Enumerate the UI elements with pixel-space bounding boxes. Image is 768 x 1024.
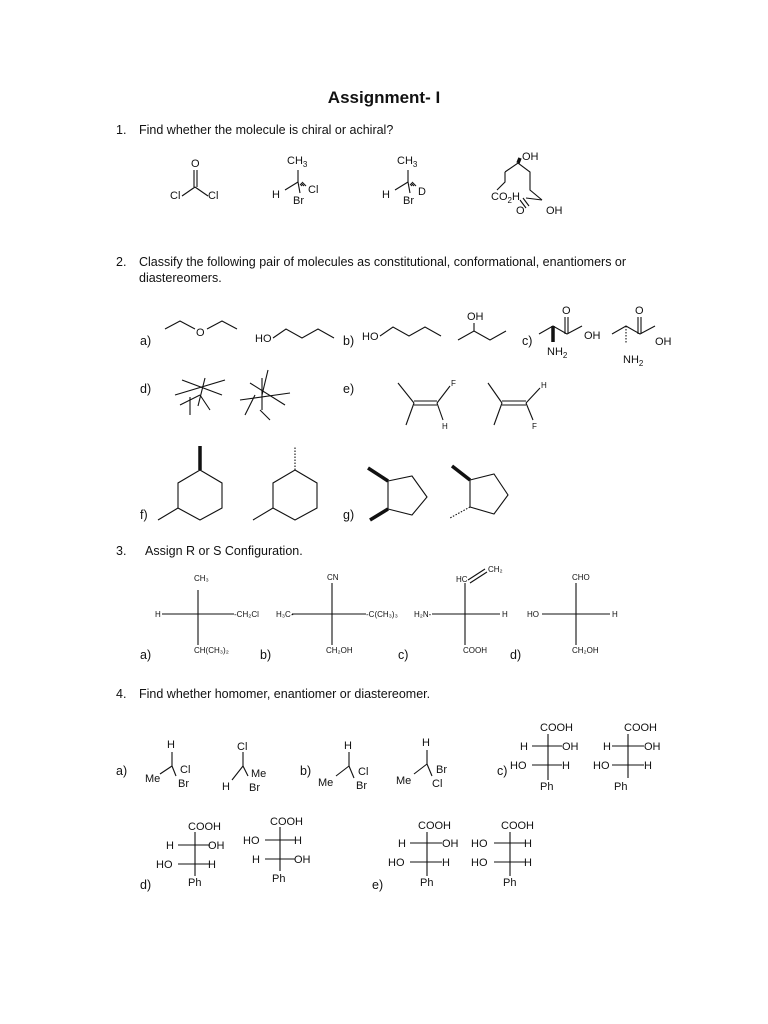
svg-text:H: H	[442, 857, 450, 869]
svg-text:OH: OH	[208, 840, 225, 852]
svg-text:CH3: $CH_3$	[287, 155, 308, 169]
svg-text:Ph: Ph	[540, 781, 554, 793]
svg-text:Ph: Ph	[272, 873, 286, 885]
svg-text:OH: OH	[522, 151, 539, 163]
svg-text:O: O	[516, 205, 525, 217]
svg-text:D: D	[418, 186, 426, 198]
svg-text:HO: HO	[471, 838, 488, 850]
q4a-pair	[145, 739, 266, 794]
question-number: 1.	[116, 123, 127, 137]
q2c-amino-acid-1	[539, 305, 601, 360]
svg-text:Me: Me	[145, 773, 161, 785]
svg-text:H: H	[612, 610, 618, 619]
svg-text:OH: OH	[294, 854, 311, 866]
svg-text:COOH: COOH	[270, 816, 303, 828]
svg-text:OH: OH	[442, 838, 459, 850]
q4-label-a: a)	[116, 764, 128, 778]
svg-text:Br: Br	[403, 195, 414, 207]
q3-label-b: b)	[260, 648, 272, 662]
svg-text:NH2: $NH_2$	[623, 354, 644, 368]
svg-text:OH: OH	[644, 741, 661, 753]
svg-text:HC: HC	[456, 575, 468, 584]
svg-text:H: H	[603, 741, 611, 753]
svg-text:H: H	[344, 740, 352, 752]
atom-cl: Cl	[170, 190, 181, 202]
q2e-alkenes	[398, 379, 547, 431]
q4d-pair	[156, 816, 311, 889]
q1-molecule-stereocenter-d	[382, 155, 426, 207]
q2-label-d: d)	[140, 382, 152, 396]
svg-text:OH: OH	[562, 741, 579, 753]
svg-text:H: H	[382, 189, 390, 201]
question-text: Find whether the molecule is chiral or achiral?	[139, 123, 394, 137]
q2-label-e: e)	[343, 382, 355, 396]
svg-text:CH(CH₃)₂: CH(CH₃)₂	[194, 646, 229, 655]
q3b-fischer	[276, 573, 398, 655]
q1-molecule-hydroxy-acid	[491, 151, 563, 217]
svg-text:OH: OH	[546, 205, 563, 217]
q2f-cyclohexanes	[158, 446, 317, 520]
svg-text:CO2H: $CO_2H$	[491, 191, 520, 205]
question-text: Find whether homomer, enantiomer or diastereomer.	[139, 687, 431, 701]
svg-text:Cl: Cl	[180, 764, 191, 776]
svg-text:CH₂: CH₂	[488, 565, 503, 574]
svg-text:Ph: Ph	[420, 877, 434, 889]
svg-text:Cl: Cl	[237, 741, 248, 753]
svg-text:H: H	[422, 737, 430, 749]
q3c-fischer	[414, 565, 508, 655]
question-number: 4.	[116, 687, 127, 701]
svg-text:Br: Br	[293, 195, 304, 207]
question-text: Assign R or S Configuration.	[145, 544, 303, 558]
svg-text:NH2: $NH_2$	[547, 346, 568, 360]
svg-text:CH₂OH: CH₂OH	[326, 646, 353, 655]
q4-label-c: c)	[497, 764, 508, 778]
svg-text:HO: HO	[510, 760, 527, 772]
svg-text:CH3: $CH_3$	[397, 155, 418, 169]
svg-text:CHO: CHO	[572, 573, 590, 582]
svg-text:O: O	[635, 305, 644, 317]
svg-text:H₃C-: H₃C-	[276, 610, 294, 619]
svg-text:COOH: COOH	[418, 820, 451, 832]
q4-label-e: e)	[372, 878, 384, 892]
q1-molecule-phosgene	[170, 158, 218, 202]
svg-text:H: H	[155, 610, 161, 619]
atom-o: O	[191, 158, 200, 170]
svg-text:HO: HO	[243, 835, 260, 847]
svg-text:OH: OH	[655, 336, 672, 348]
svg-text:Ph: Ph	[188, 877, 202, 889]
q4c-pair	[510, 722, 661, 793]
svg-text:CN: CN	[327, 573, 339, 582]
svg-text:H: H	[252, 854, 260, 866]
svg-text:H: H	[502, 610, 508, 619]
svg-text:COOH: COOH	[540, 722, 573, 734]
q4-label-b: b)	[300, 764, 312, 778]
svg-text:HO: HO	[593, 760, 610, 772]
page-title: Assignment- I	[327, 88, 441, 107]
svg-text:H: H	[208, 859, 216, 871]
q2-label-a: a)	[140, 334, 152, 348]
svg-text:H: H	[520, 741, 528, 753]
svg-text:Br: Br	[436, 764, 447, 776]
svg-text:H: H	[524, 838, 532, 850]
svg-text:Br: Br	[249, 782, 260, 794]
svg-text:HO: HO	[527, 610, 539, 619]
svg-text:Ph: Ph	[614, 781, 628, 793]
q3a-fischer	[155, 574, 259, 655]
svg-text:HO: HO	[471, 857, 488, 869]
q2a-alcohol	[255, 329, 334, 345]
svg-text:HO: HO	[362, 331, 379, 343]
atom-cl: Cl	[208, 190, 219, 202]
svg-text:Cl: Cl	[432, 778, 443, 790]
svg-text:HO: HO	[255, 333, 272, 345]
svg-text:H: H	[644, 760, 652, 772]
q2g-cyclopentanes	[368, 466, 508, 520]
svg-text:H₂N-: H₂N-	[414, 610, 432, 619]
q2a-ether	[165, 321, 237, 339]
svg-text:O: O	[196, 327, 205, 339]
q3-label-c: c)	[398, 648, 409, 662]
q2d-conformers	[175, 370, 290, 420]
svg-text:H: H	[272, 189, 280, 201]
svg-text:COOH: COOH	[188, 821, 221, 833]
svg-text:CH₂OH: CH₂OH	[572, 646, 599, 655]
svg-text:H: H	[166, 840, 174, 852]
svg-text:H: H	[294, 835, 302, 847]
svg-text:HO: HO	[388, 857, 405, 869]
svg-text:-C(CH₃)₃: -C(CH₃)₃	[366, 610, 398, 619]
svg-text:CH₃: CH₃	[194, 574, 209, 583]
q4-label-d: d)	[140, 878, 152, 892]
svg-text:-CH₂Cl: -CH₂Cl	[234, 610, 259, 619]
svg-text:COOH: COOH	[463, 646, 487, 655]
q2-label-g: g)	[343, 508, 355, 522]
svg-text:Me: Me	[396, 775, 412, 787]
question-number: 2.	[116, 255, 127, 269]
svg-text:H: H	[562, 760, 570, 772]
svg-text:H: H	[398, 838, 406, 850]
q3d-fischer	[527, 573, 618, 655]
svg-text:H: H	[541, 381, 547, 390]
svg-text:Br: Br	[178, 778, 189, 790]
q2-label-b: b)	[343, 334, 355, 348]
q1-molecule-stereocenter-cl	[272, 155, 318, 207]
svg-text:Cl: Cl	[358, 766, 369, 778]
question-text: Classify the following pair of molecules as constitutional, conformational, enantiomers or diastereomers.	[139, 255, 627, 285]
svg-text:Me: Me	[251, 768, 267, 780]
svg-text:Cl: Cl	[308, 184, 319, 196]
q2-label-c: c)	[522, 334, 533, 348]
svg-text:Me: Me	[318, 777, 334, 789]
q4b-pair	[318, 737, 447, 792]
svg-text:H: H	[167, 739, 175, 751]
q2-label-f: f)	[140, 508, 148, 522]
q3-label-d: d)	[510, 648, 522, 662]
question-number: 3.	[116, 544, 127, 558]
svg-text:OH: OH	[467, 311, 484, 323]
svg-text:Ph: Ph	[503, 877, 517, 889]
svg-text:COOH: COOH	[624, 722, 657, 734]
q2b-alcohol	[362, 327, 441, 343]
q4e-pair	[388, 820, 534, 889]
q2c-amino-acid-2	[612, 305, 672, 368]
q3-label-a: a)	[140, 648, 152, 662]
svg-text:Br: Br	[356, 780, 367, 792]
svg-text:H: H	[524, 857, 532, 869]
svg-text:O: O	[562, 305, 571, 317]
svg-text:H: H	[442, 422, 448, 431]
q2b-secondary-alcohol	[458, 311, 506, 340]
svg-text:HO: HO	[156, 859, 173, 871]
svg-text:COOH: COOH	[501, 820, 534, 832]
svg-text:F: F	[451, 379, 456, 388]
svg-text:F: F	[532, 422, 537, 431]
svg-text:H: H	[222, 781, 230, 793]
svg-text:OH: OH	[584, 330, 601, 342]
